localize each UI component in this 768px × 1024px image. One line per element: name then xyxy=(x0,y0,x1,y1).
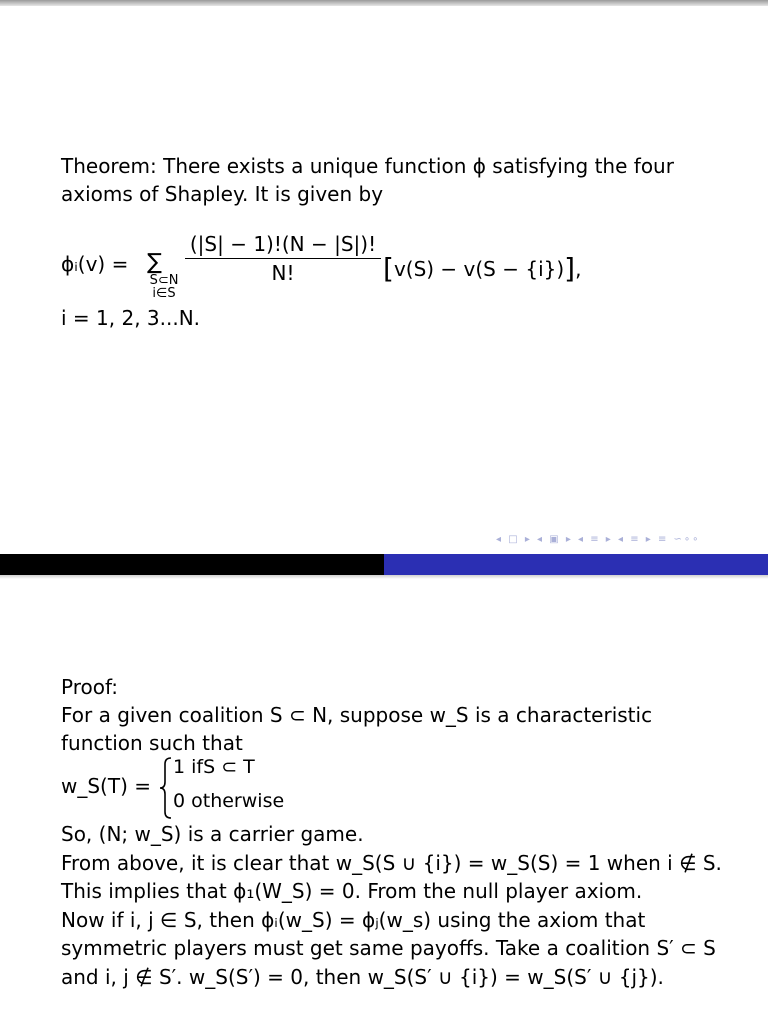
fraction-denominator: N! xyxy=(271,261,295,285)
proof-line-8: and i, j ∉ S′. w_S(S′) = 0, then w_S(S′ ∪ {i}) = w_S(S′ ∪ {j}). xyxy=(61,965,664,989)
shapley-formula xyxy=(61,230,661,310)
sum-symbol: ∑ xyxy=(147,250,162,275)
formula-comma: , xyxy=(575,257,582,281)
left-brace-icon xyxy=(159,756,173,820)
right-bracket: ] xyxy=(564,252,576,285)
sum-limits xyxy=(143,274,185,300)
proof-title: Proof: xyxy=(61,675,119,699)
proof-line-7: symmetric players must get same payoffs. Take a coalition S′ ⊂ S xyxy=(61,936,716,960)
formula-lhs: ϕᵢ(v) = xyxy=(61,252,129,276)
divider-bar-black xyxy=(0,554,384,575)
divider-bar-blue xyxy=(384,554,768,575)
proof-line-3: So, (N; w_S) is a carrier game. xyxy=(61,822,364,846)
index-line: i = 1, 2, 3...N. xyxy=(61,306,201,330)
fraction-numerator: (|S| − 1)!(N − |S|)! xyxy=(189,232,377,256)
case-1: 1 ifS ⊂ T xyxy=(173,756,255,778)
sum-subscript-2: i∈S xyxy=(152,286,176,301)
proof-line-4: From above, it is clear that w_S(S ∪ {i}) = w_S(S) = 1 when i ∉ S. xyxy=(61,851,722,875)
left-bracket: [ xyxy=(383,252,394,285)
theorem-line-2: axioms of Shapley. It is given by xyxy=(61,182,384,206)
bracket-term xyxy=(383,250,581,283)
ws-lhs: w_S(T) = xyxy=(61,774,151,798)
bracket-body: v(S) − v(S − {i}) xyxy=(393,257,565,281)
piecewise-definition xyxy=(61,756,461,820)
case-2: 0 otherwise xyxy=(173,790,285,812)
proof-line-6: Now if i, j ∈ S, then ϕᵢ(w_S) = ϕⱼ(w_s) using the axiom that xyxy=(61,908,646,932)
top-rule xyxy=(0,0,768,6)
proof-line-5: This implies that ϕ₁(W_S) = 0. From the null player axiom. xyxy=(61,879,643,903)
sum-subscript-1: S⊂N xyxy=(149,273,179,288)
proof-line-1: For a given coalition S ⊂ N, suppose w_S is a characteristic xyxy=(61,703,653,727)
proof-line-2: function such that xyxy=(61,731,243,755)
fraction xyxy=(185,230,381,287)
theorem-line-1: Theorem: There exists a unique function ϕ satisfying the four xyxy=(61,154,674,178)
beamer-navigation[interactable]: ◂ □ ▸ ◂ ▣ ▸ ◂ ≡ ▸ ◂ ≡ ▸ ≡ ∽∘∘ xyxy=(496,534,701,545)
divider-shadow xyxy=(0,575,768,579)
